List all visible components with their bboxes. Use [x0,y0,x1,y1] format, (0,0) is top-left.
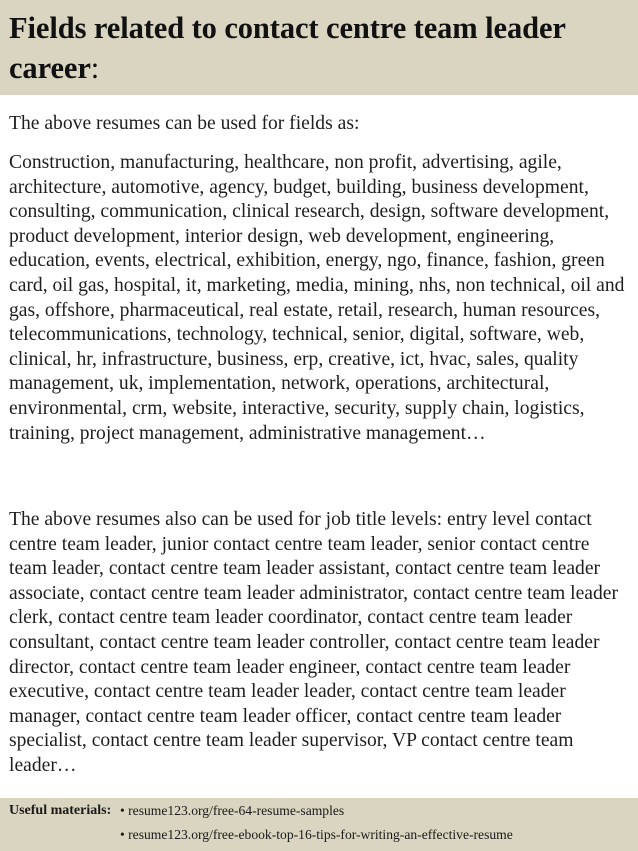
title-banner [0,0,638,95]
job-levels-paragraph: The above resumes also can be used for job title levels: entry level contact centre team leader, junior contact centre team leader, senior contact centre team leader, contact centre team leader assistant, contact centre team leader associate, contact centre team leader administrator, contact centre team leader clerk, contact centre team leader coordinator, contact centre team leader consultant, contact centre team leader controller, contact centre team leader director, contact centre team leader engineer, contact centre team leader executive, contact centre team leader leader, contact centre team leader manager, contact centre team leader officer, contact centre team leader specialist, contact centre team leader supervisor, VP contact centre team leader… [9,509,619,776]
fields-paragraph: Construction, manufacturing, healthcare, non profit, advertising, agile, architecture, automotive, agency, budget, building, business development, consulting, communication, clinical research, design, software development, product development, interior design, web development, engineering, education, events, electrical, exhibition, energy, ngo, finance, fashion, green card, oil gas, hospital, it, marketing, media, mining, nhs, non technical, oil and gas, offshore, pharmaceutical, real estate, retail, research, human resources, telecommunications, technology, technical, senior, digital, software, web, clinical, hr, infrastructure, business, erp, creative, ict, hvac, sales, quality management, uk, implementation, network, operations, architectural, environmental, crm, website, interactive, security, supply chain, logistics, training, project management, administrative management… [9,152,625,444]
resume-samples-link[interactable]: • resume123.org/free-64-resume-samples [120,803,345,818]
page-title-text: Fields related to contact centre team leader career [9,11,566,85]
page-title [9,8,634,88]
resume-ebook-link[interactable]: • resume123.org/free-ebook-top-16-tips-for-writing-an-effective-resume [120,827,513,842]
intro-paragraph: The above resumes can be used for fields as: [9,113,360,134]
page-title-colon: : [90,51,100,85]
useful-materials-footer [0,798,638,851]
useful-materials-label: Useful materials: [9,803,112,818]
